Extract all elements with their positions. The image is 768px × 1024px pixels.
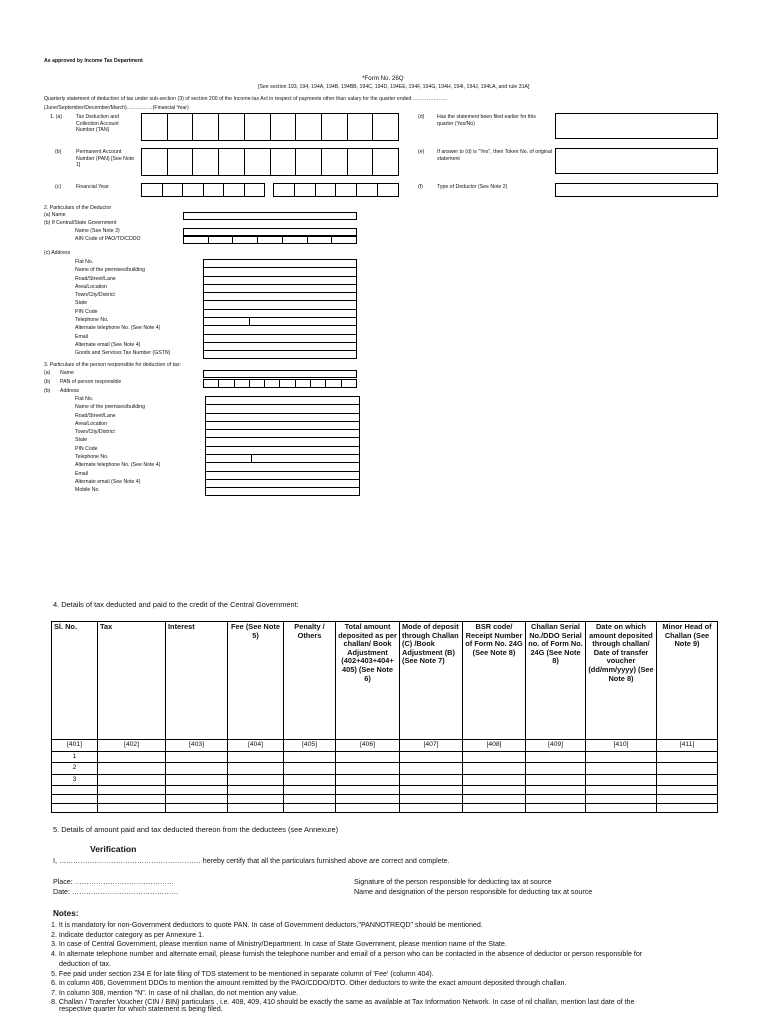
s1-e-num: (e) [418, 149, 425, 155]
ain-code-cells[interactable] [183, 236, 357, 244]
ref-403: [403] [166, 740, 228, 752]
s3-addr-email: Email [75, 470, 88, 477]
col-deposit-date: Date on which amount deposited through challan/ Date of transfer voucher (dd/mm/yyyy) (See Note 8) [586, 622, 657, 740]
govt-name-input[interactable] [183, 228, 357, 236]
verification-signature: Signature of the person responsible for deducting tax at source [354, 878, 552, 886]
s2-heading: 2. Particulars of the Deductor [44, 205, 112, 211]
responsible-address-inputs[interactable] [205, 396, 360, 496]
financial-year-cells-2[interactable] [273, 183, 399, 197]
s2-if-govt: (b) If Central/State Government [44, 220, 117, 226]
s2-address-labels [75, 259, 170, 359]
responsible-pan-cells[interactable] [203, 379, 357, 388]
s3-addr-premises: Name of the premises/building [75, 404, 146, 411]
note-4: 4. In alternate telephone number and alternate email, please furnish the telephone number and email of a person who can be contacted in the absence of deductor or person responsible for [51, 950, 643, 959]
col-total-amount: Total amount deposited as per challan/ Book Adjustment (402+403+404+ 405) (See Note 6) [336, 622, 400, 740]
s3-a-num: (a) [44, 370, 51, 376]
ref-411: [411] [657, 740, 718, 752]
s2-addr-state: State [75, 300, 88, 307]
s2-addr-town: Town/City/District [75, 292, 115, 299]
s2-addr-alt-tel: Alternate telephone No. (See Note 4) [75, 325, 161, 332]
s1-b-label: Permanent Account Number (PAN) [See Note 1] [76, 149, 135, 169]
note-1: 1. It is mandatory for non-Government deductors to quote PAN. In case of Government deductors,"PANNOTREQD" should be mentioned. [51, 921, 483, 929]
table-header-row [52, 622, 718, 740]
deductor-name-input[interactable] [183, 212, 357, 220]
s2-addr-gstn: Goods and Services Tax Number (GSTN) [75, 350, 171, 357]
s5-heading: 5. Details of amount paid and tax deducted thereon from the deductees (see Annexure) [53, 825, 339, 834]
s2-address: (c) Address [44, 250, 71, 256]
table-row[interactable] [52, 795, 718, 804]
table-row[interactable] [52, 751, 718, 763]
note-8-cont: respective quarter for which statement is being filed. [59, 1005, 223, 1014]
s4-heading: 4. Details of tax deducted and paid to the credit of the Central Government: [53, 600, 299, 609]
col-minor-head: Minor Head of Challan (See Note 9) [657, 622, 718, 740]
note-4-cont: deduction of tax. [59, 959, 112, 968]
s3-addr-tel: Telephone No. [75, 454, 109, 461]
s2-name: (a) Name [44, 212, 66, 218]
note-3: 3. In case of Central Government, please mention name of Ministry/Department. In case of State Government, please mention name of the State. [51, 940, 507, 949]
s2-addr-email: Email [75, 333, 88, 340]
note-7: 7. In column 308, mention "N". In case of nil challan, do not mention any value. [51, 988, 299, 997]
s3-addr-state: State [75, 437, 88, 444]
s1-c-label: Financial Year [76, 184, 109, 190]
notes-heading: Notes: [53, 909, 79, 918]
intro-line2: (June/September/December/March)……………(Financial Year) [44, 105, 189, 111]
form-title: *Form No. 26Q [362, 75, 404, 82]
deductor-type-input[interactable] [555, 183, 718, 197]
pan-input-cells[interactable] [141, 148, 399, 176]
ref-407: [407] [400, 740, 463, 752]
verification-heading: Verification [90, 844, 137, 854]
intro-line1: Quarterly statement of deduction of tax under sub-section (3) of section 200 of the Income-tax Act in respect of payments other than salary for the quarter ended ……………….. [44, 96, 447, 102]
col-penalty: Penalty / Others [284, 622, 336, 740]
table-row[interactable] [52, 786, 718, 795]
token-number-input[interactable] [555, 148, 718, 174]
s3-c-label: Address [60, 388, 80, 394]
tan-input-cells[interactable] [141, 113, 399, 141]
row-sl: 1 [52, 751, 98, 763]
col-fee: Fee (See Note 5) [228, 622, 284, 740]
s3-addr-alt-tel: Alternate telephone No. (See Note 4) [75, 462, 161, 469]
s1-f-label: Type of Deductor (See Note 2) [437, 184, 508, 190]
row-sl: 3 [52, 774, 98, 786]
responsible-name-input[interactable] [203, 370, 357, 378]
ref-408: [408] [463, 740, 526, 752]
note-8: 8. Challan / Transfer Voucher (CIN / BIN) particulars , i.e. 408, 409, 410 should be exactly the same as available at Tax Information Network. In case of nil challan, mention last date of the [51, 997, 635, 1006]
row-sl [52, 786, 98, 795]
row-sl [52, 804, 98, 813]
s3-heading: 3. Particulars of the person responsible for deduction of tax: [44, 362, 181, 368]
form-sections: [See section 193, 194, 194A, 194B, 194BB, 194C, 194D, 194EE, 194F, 194G, 194H, 194I, 194J, 194LA, and rule 31A] [258, 84, 530, 90]
col-tax: Tax [98, 622, 166, 740]
table-ref-row [52, 740, 718, 752]
col-mode-of-deposit: Mode of deposit through Challan (C) /Book Adjustment (B) (See Note 7) [400, 622, 463, 740]
note-2: 2. Indicate deductor category as per Annexure 1. [51, 930, 205, 939]
s2-addr-road: Road/Street/Lane [75, 275, 116, 282]
filed-earlier-input[interactable] [555, 113, 718, 139]
s3-addr-alt-email: Alternate email (See Note 4) [75, 478, 141, 485]
s3-addr-area: Area/Location [75, 420, 108, 427]
s2-ain: AIN Code of PAO/TO/CDDO [75, 236, 141, 242]
verification-date: Date: ……………………………………… [53, 888, 179, 896]
s2-addr-pin: PIN Code [75, 308, 98, 315]
col-sl-no: Sl. No. [52, 622, 98, 740]
s1-a-label: Tax Deduction and Collection Account Number (TAN) [76, 114, 119, 134]
s1-d-num: (d) [418, 114, 425, 120]
table-row[interactable] [52, 774, 718, 786]
verification-place: Place: …………………………………… [53, 878, 174, 886]
s3-address-labels [75, 396, 160, 496]
col-challan-serial: Challan Serial No./DDO Serial no. of Form No. 24G (See Note 8) [526, 622, 586, 740]
note-5: 5. Fee paid under section 234 E for late filing of TDS statement to be mentioned in separate column of 'Fee' (column 404). [51, 969, 434, 978]
s3-addr-mobile: Mobile No. [75, 487, 100, 494]
verification-certify: I, …………………………………………………… hereby certify that all the particulars furnished above are correct and complete. [53, 857, 450, 865]
tax-details-table [51, 621, 718, 813]
ref-406: [406] [336, 740, 400, 752]
row-sl: 2 [52, 763, 98, 775]
row-sl [52, 795, 98, 804]
s2-addr-tel: Telephone No. [75, 317, 109, 324]
s3-addr-flat: Flat No. [75, 396, 94, 402]
s3-a-label: Name [60, 370, 74, 376]
s1-b-num: (b) [55, 149, 62, 155]
approved-by: As approved by Income Tax Department [44, 58, 143, 64]
s3-b-num: (b) [44, 379, 51, 385]
s1-d-label: Has the statement been filed earlier for this quarter (Yes/No) [437, 114, 536, 127]
s2-addr-flat: Flat No. [75, 259, 94, 265]
s2-addr-premises: Name of the premises/building [75, 267, 146, 274]
ref-409: [409] [526, 740, 586, 752]
verification-designation: Name and designation of the person responsible for deducting tax at source [354, 888, 593, 896]
s2-addr-area: Area/Location [75, 283, 108, 290]
table-row[interactable] [52, 804, 718, 813]
deductor-address-inputs[interactable] [203, 259, 357, 359]
s3-addr-road: Road/Street/Lane [75, 412, 116, 419]
col-bsr-code: BSR code/ Receipt Number of Form No. 24G (See Note 8) [463, 622, 526, 740]
ref-405: [405] [284, 740, 336, 752]
ref-402: [402] [98, 740, 166, 752]
table-row[interactable] [52, 763, 718, 775]
s1-a-num: 1. (a) [50, 114, 63, 120]
ref-401: [401] [52, 740, 98, 752]
s1-f-num: (f) [418, 184, 423, 190]
s2-govt-name: Name (See Note 3) [75, 228, 120, 234]
notes-list [51, 921, 721, 1014]
note-6: 6. In column 406, Government DDOs to mention the amount remitted by the PAO/CDDO/DTO. Other deductors to write the exact amount deposited through challan. [51, 979, 567, 988]
col-interest: Interest [166, 622, 228, 740]
s2-addr-alt-email: Alternate email (See Note 4) [75, 341, 141, 348]
s1-e-label: If answer to (d) is "Yes", then Token No. of original statement [437, 149, 552, 162]
s3-b-label: PAN of person responsible [60, 379, 122, 385]
s1-c-num: (c) [55, 184, 62, 190]
ref-404: [404] [228, 740, 284, 752]
s3-addr-town: Town/City/District [75, 429, 115, 436]
s3-addr-pin: PIN Code [75, 445, 98, 452]
s3-c-num: (b) [44, 388, 51, 394]
financial-year-cells[interactable] [141, 183, 265, 197]
ref-410: [410] [586, 740, 657, 752]
